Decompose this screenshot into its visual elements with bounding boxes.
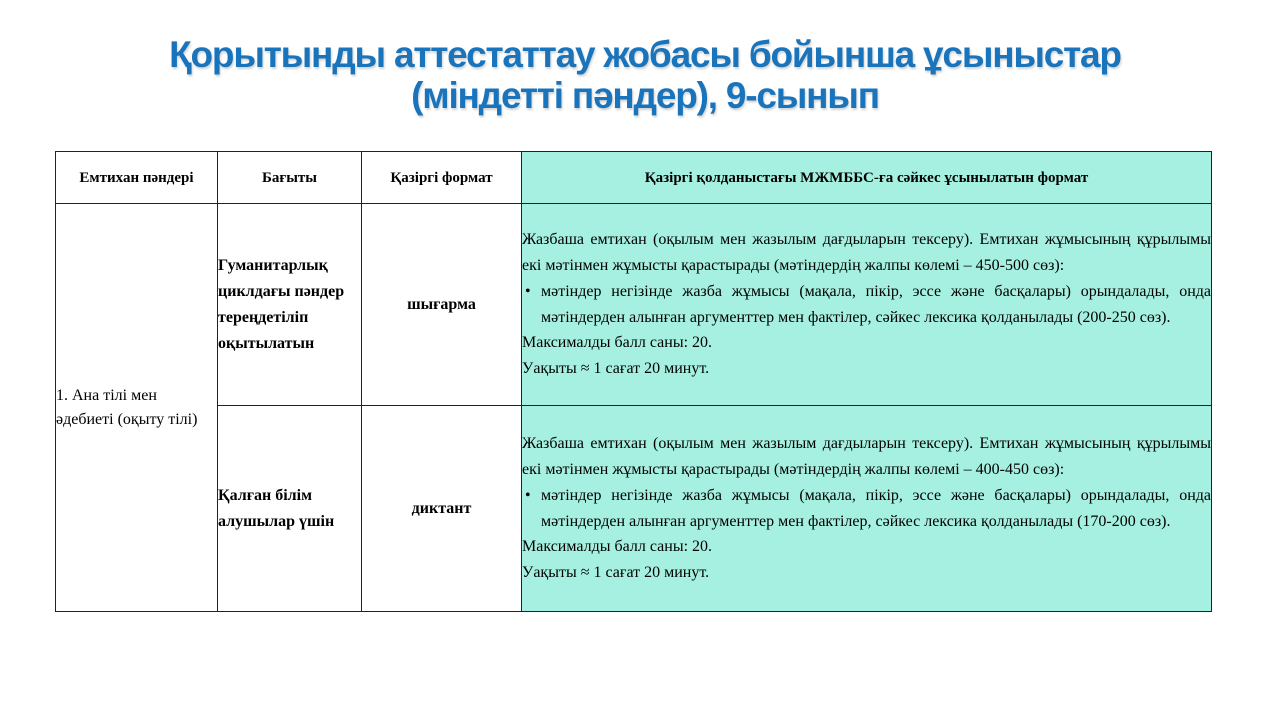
slide-title [0,34,1280,116]
format-intro: Жазбаша емтихан (оқылым мен жазылым дағдыларын тексеру). Емтихан жұмысының құрылымы екі мәтінмен жұмысты қарастырады (мәтіндердің жалпы көлемі – 400-450 сөз): [522,435,1211,478]
max-score: Максималды балл саны: 20. [522,334,713,352]
current-format-cell: шығарма [362,204,522,406]
duration: Уақыты ≈ 1 сағат 20 минут. [522,360,710,378]
max-score: Максималды балл саны: 20. [522,538,713,556]
format-intro: Жазбаша емтихан (оқылым мен жазылым дағдыларын тексеру). Емтихан жұмысының құрылымы екі мәтінмен жұмысты қарастырады (мәтіндердің жалпы көлемі – 450-500 сөз): [522,231,1211,274]
format-bullet: • мәтіндер негізінде жазба жұмысы (мақала, пікір, эссе және басқалары) орындалады, онда мәтіндерден алынған аргументтер мен фактілер, сәйкес лексика қолданылады (200-250 сөз). [522,279,1211,331]
header-direction: Бағыты [218,152,362,204]
duration: Уақыты ≈ 1 сағат 20 минут. [522,564,710,582]
table-header-row [56,152,1212,204]
slide-title-line-1: Қорытынды аттестаттау жобасы бойынша ұсыныстар [169,34,1121,75]
proposed-format-cell [522,204,1212,406]
current-format-cell: диктант [362,406,522,612]
format-bullet-list [522,279,1211,331]
header-exam-subjects: Емтихан пәндері [56,152,218,204]
header-proposed-format: Қазіргі қолданыстағы МЖМББС-ға сәйкес ұсынылатын формат [522,152,1212,204]
header-current-format: Қазіргі формат [362,152,522,204]
slide-title-line-2: (міндетті пәндер), 9-сынып [411,75,879,116]
format-bullet-list [522,483,1211,535]
direction-cell: Гуманитарлық циклдағы пәндер тереңдетіліп оқытылатын [218,204,362,406]
table-row [56,204,1212,406]
direction-cell: Қалған білім алушылар үшін [218,406,362,612]
format-bullet: • мәтіндер негізінде жазба жұмысы (мақала, пікір, эссе және басқалары) орындалады, онда мәтіндерден алынған аргументтер мен фактілер, сәйкес лексика қолданылады (170-200 сөз). [522,483,1211,535]
exam-subject-cell: 1. Ана тілі мен әдебиеті (оқыту тілі) [56,204,218,612]
exam-format-table [55,151,1212,612]
proposed-format-cell [522,406,1212,612]
table-row [56,406,1212,612]
